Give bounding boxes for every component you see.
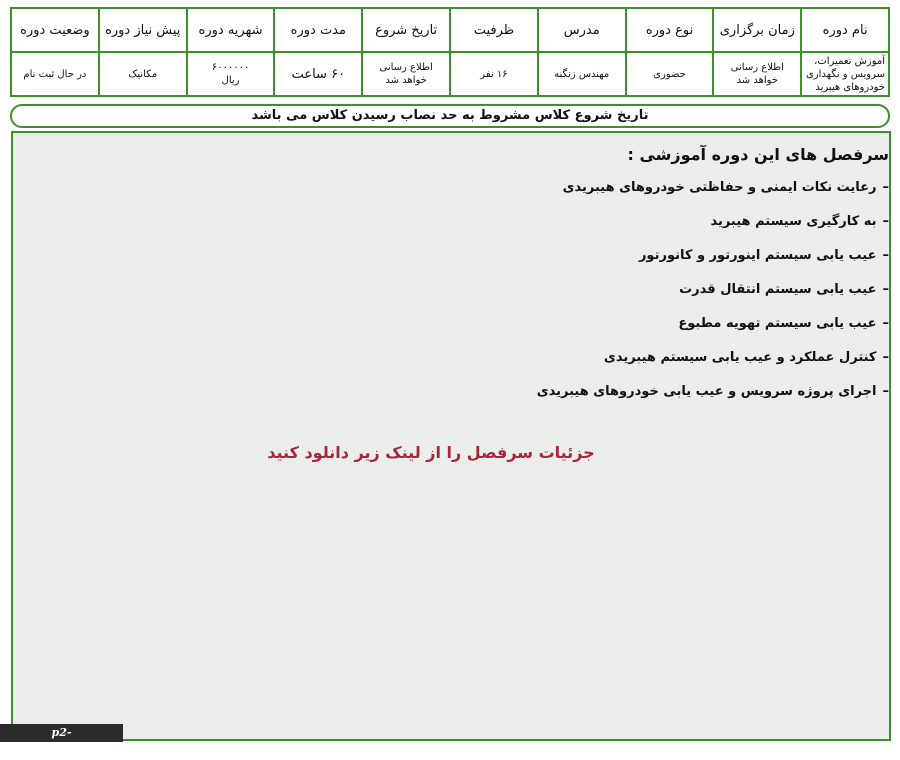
list-item: –کنترل عملکرد و عیب یابی سیستم هیبریدی (603, 350, 889, 365)
header-prerequisite: پیش نیاز دوره (99, 8, 187, 52)
cell-fee (187, 52, 275, 96)
syllabus-item-text: عیب یابی سیستم تهویه مطبوع (678, 316, 877, 331)
list-item: –اجرای پروژه سرویس و عیب یابی خودروهای هیبریدی (536, 384, 889, 399)
header-fee: شهریه دوره (187, 8, 275, 52)
list-item: –عیب یابی سیستم تهویه مطبوع (678, 316, 889, 331)
cell-instructor: مهندس زنگنه (538, 52, 626, 96)
start-date-line: خواهد شد (385, 75, 427, 86)
list-item: –رعایت نکات ایمنی و حفاظتی خودروهای هیبریدی (562, 180, 889, 195)
cell-capacity: ۱۶ نفر (450, 52, 538, 96)
syllabus-item-text: کنترل عملکرد و عیب یابی سیستم هیبریدی (603, 350, 877, 365)
header-duration: مدت دوره (274, 8, 362, 52)
start-date-notice: تاریخ شروع کلاس مشروط به حد نصاب رسیدن کلاس می باشد (10, 104, 890, 128)
syllabus-item-text: عیب یابی سیستم انتقال قدرت (679, 282, 877, 297)
list-item: –عیب یابی سیستم اینورتور و کانورتور (638, 248, 889, 263)
cell-course-type: حضوری (626, 52, 714, 96)
list-item: –عیب یابی سیستم انتقال قدرت (679, 282, 889, 297)
header-capacity: ظرفیت (450, 8, 538, 52)
schedule-line: خواهد شد (736, 75, 779, 86)
cell-duration: ۶۰ ساعت (274, 52, 362, 96)
header-course-type: نوع دوره (626, 8, 714, 52)
cell-course-name (801, 52, 889, 96)
cell-start-date (362, 52, 450, 96)
download-instruction: جزئیات سرفصل را از لینک زیر دانلود کنید (267, 443, 595, 462)
site-watermark: p2-hamedan.tvu.ac.ir (0, 724, 123, 742)
syllabus-item-text: عیب یابی سیستم اینورتور و کانورتور (638, 248, 877, 263)
header-course-name: نام دوره (801, 8, 889, 52)
start-date-line: اطلاع رسانی (379, 62, 433, 73)
course-name-line: سرویس و نگهداری (805, 68, 885, 80)
header-schedule: زمان برگزاری (713, 8, 801, 52)
schedule-line: اطلاع رسانی (730, 62, 784, 73)
cell-prerequisite: مکانیک (99, 52, 187, 96)
table-header-row (11, 8, 889, 52)
syllabus-item-text: به کارگیری سیستم هیبرید (710, 214, 877, 229)
cell-schedule (713, 52, 801, 96)
table-row (11, 52, 889, 96)
header-status: وضعیت دوره (11, 8, 99, 52)
header-start-date: تاریخ شروع (362, 8, 450, 52)
syllabus-heading: سرفصل های این دوره آموزشی : (627, 145, 889, 164)
syllabus-item-text: اجرای پروژه سرویس و عیب یابی خودروهای هیبریدی (536, 384, 877, 399)
header-instructor: مدرس (538, 8, 626, 52)
course-name-line: خودروهای هیبرید (815, 81, 885, 93)
cell-status: در حال ثبت نام (11, 52, 99, 96)
course-name-line: آموزش تعمیرات، (814, 55, 885, 67)
syllabus-list (537, 177, 889, 415)
syllabus-item-text: رعایت نکات ایمنی و حفاظتی خودروهای هیبریدی (562, 180, 877, 195)
fee-amount: ۶۰۰۰۰۰۰ (211, 62, 250, 73)
fee-unit: ریال (221, 75, 240, 86)
course-info-table (10, 7, 890, 97)
list-item: –به کارگیری سیستم هیبرید (710, 214, 889, 229)
syllabus-panel (11, 131, 891, 741)
